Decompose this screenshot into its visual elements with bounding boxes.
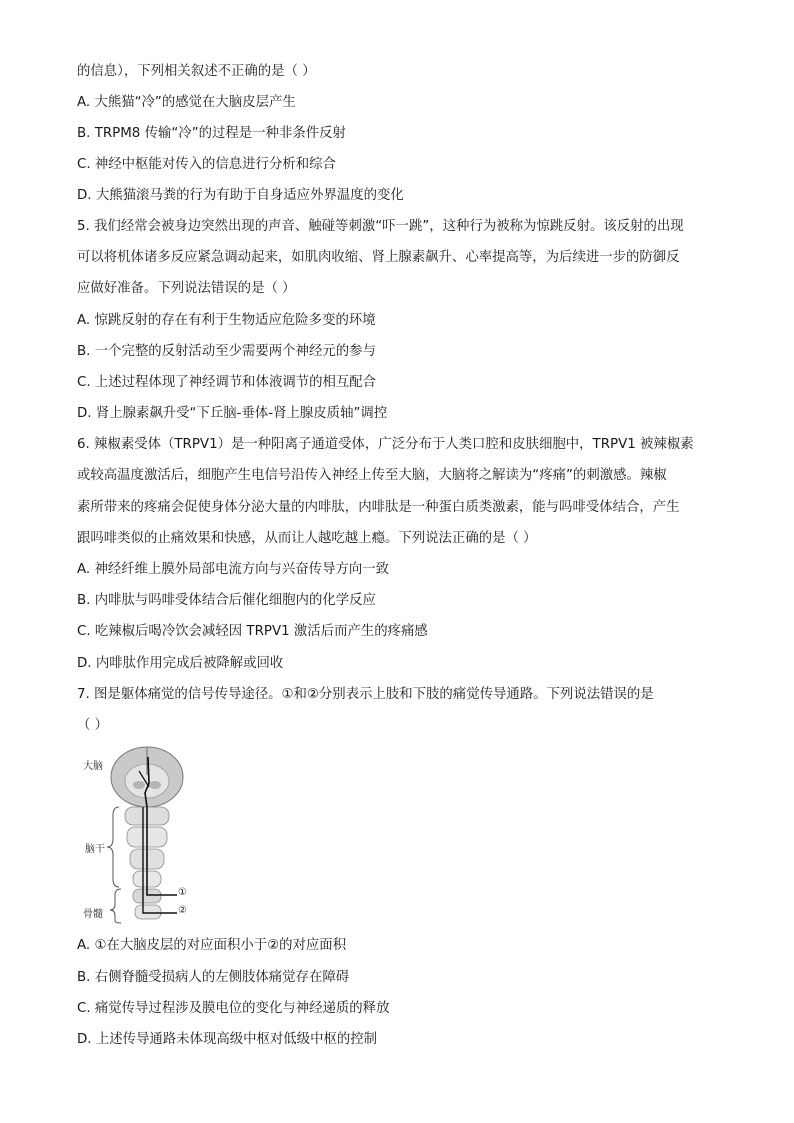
q5-stem-line3: 应做好准备。下列说法错误的是（ ） bbox=[77, 281, 296, 296]
q6-stem-line3: 素所带来的疼痛会促使身体分泌大量的内啡肽，内啡肽是一种蛋白质类激素，能与吗啡受体结合，产生 bbox=[77, 500, 680, 515]
pathway-1-marker: ① bbox=[178, 887, 187, 898]
q5-option-b: B. 一个完整的反射活动至少需要两个神经元的参与 bbox=[77, 344, 376, 359]
spinal-label: 骨髓 bbox=[83, 909, 103, 920]
q6-stem-line4: 跟吗啡类似的止痛效果和快感，从而让人越吃越上瘾。下列说法正确的是（ ） bbox=[77, 531, 537, 546]
spinal-segment-3 bbox=[135, 905, 161, 919]
q7-option-d: D. 上述传导通路未体现高级中枢对低级中枢的控制 bbox=[77, 1032, 378, 1047]
q5-option-a: A. 惊跳反射的存在有利于生物适应危险多变的环境 bbox=[77, 313, 376, 328]
q5-option-c: C. 上述过程体现了神经调节和体液调节的相互配合 bbox=[77, 375, 377, 390]
brainstem-label: 脑干 bbox=[85, 844, 105, 855]
brain-label: 大脑 bbox=[83, 761, 103, 772]
q6-option-d: D. 内啡肽作用完成后被降解或回收 bbox=[77, 656, 284, 671]
q4-option-a: A. 大熊猫“冷”的感觉在大脑皮层产生 bbox=[77, 95, 296, 110]
pain-pathway-illustration bbox=[77, 745, 207, 925]
q7-option-a: A. ①在大脑皮层的对应面积小于②的对应面积 bbox=[77, 938, 347, 953]
pain-pathway-figure bbox=[77, 745, 207, 925]
q4-stem-tail: 的信息），下列相关叙述不正确的是（ ） bbox=[77, 64, 316, 79]
q6-stem-line2: 或较高温度激活后，细胞产生电信号沿传入神经上传至大脑，大脑将之解读为“疼痛”的刺激感。辣椒 bbox=[77, 468, 667, 483]
q4-option-d: D. 大熊猫滚马粪的行为有助于自身适应外界温度的变化 bbox=[77, 188, 404, 203]
q7-stem-line1: 7. 图是躯体痛觉的信号传导途径。①和②分别表示上肢和下肢的痛觉传导通路。下列说法错误的是 bbox=[77, 687, 654, 702]
q4-option-c: C. 神经中枢能对传入的信息进行分析和综合 bbox=[77, 157, 336, 172]
q5-stem-line1: 5. 我们经常会被身边突然出现的声音、触碰等刺激“吓一跳”，这种行为被称为惊跳反射。该反射的出现 bbox=[77, 219, 684, 234]
q4-option-b: B. TRPM8 传输“冷”的过程是一种非条件反射 bbox=[77, 126, 346, 141]
q7-option-c: C. 痛觉传导过程涉及膜电位的变化与神经递质的释放 bbox=[77, 1001, 390, 1016]
pathway-2-marker: ② bbox=[178, 905, 187, 916]
q5-option-d: D. 肾上腺素飙升受“下丘脑-垂体-肾上腺皮质轴”调控 bbox=[77, 406, 388, 421]
q7-option-b: B. 右侧脊髓受损病人的左侧肢体痛觉存在障碍 bbox=[77, 970, 350, 985]
q6-stem-line1: 6. 辣椒素受体（TRPV1）是一种阳离子通道受体，广泛分布于人类口腔和皮肤细胞中，TRPV1 被辣椒素 bbox=[77, 437, 694, 452]
q7-stem-line2: （ ） bbox=[77, 718, 109, 733]
q6-option-b: B. 内啡肽与吗啡受体结合后催化细胞内的化学反应 bbox=[77, 593, 376, 608]
q6-option-a: A. 神经纤维上膜外局部电流方向与兴奋传导方向一致 bbox=[77, 562, 390, 577]
q6-option-c: C. 吃辣椒后喝冷饮会减轻因 TRPV1 激活后而产生的疼痛感 bbox=[77, 624, 428, 639]
q5-stem-line2: 可以将机体诸多反应紧急调动起来，如肌肉收缩、肾上腺素飙升、心率提高等，为后续进一步的防御反 bbox=[77, 250, 680, 265]
